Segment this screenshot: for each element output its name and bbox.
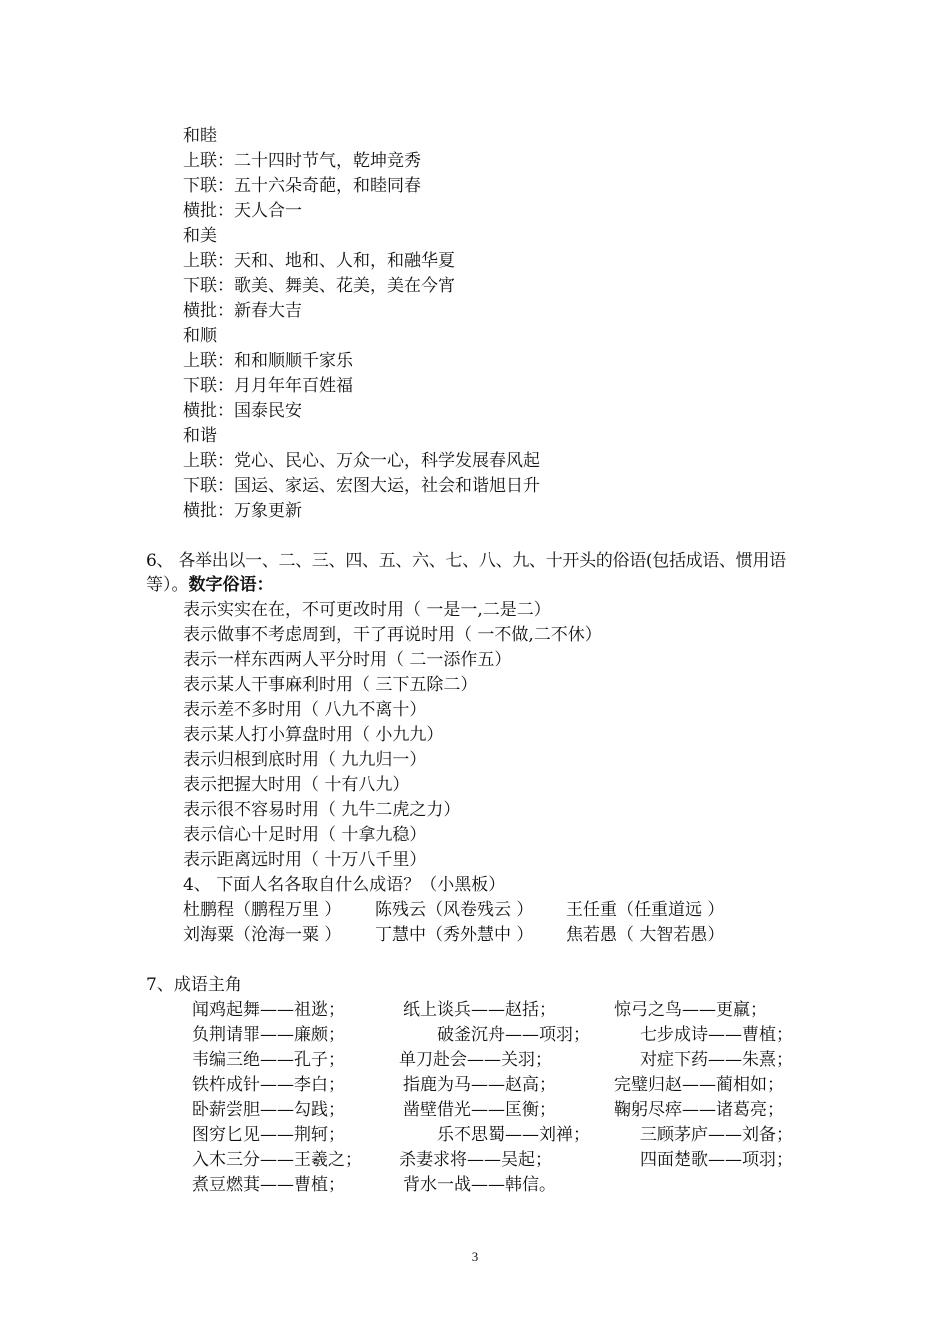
idiom-item: 指鹿为马——赵高； xyxy=(403,1075,556,1095)
idiom-item: 对症下药——朱熹； xyxy=(640,1050,793,1070)
idiom-item: 纸上谈兵——赵括； xyxy=(403,1000,556,1020)
idiom-item: 单刀赴会——关羽； xyxy=(399,1050,552,1070)
idiom-row xyxy=(0,1024,950,1046)
names-row xyxy=(0,924,950,946)
idiom-item: 闻鸡起舞——祖逖； xyxy=(192,1000,345,1020)
idiom-item: 七步成诗——曹植； xyxy=(640,1025,793,1045)
idiom-item: 煮豆燃萁——曹植； xyxy=(192,1175,345,1195)
proverb-item: 表示很不容易时用（ 九牛二虎之力） xyxy=(183,800,461,820)
idiom-item: 负荆请罪——廉颇； xyxy=(192,1025,345,1045)
couplet-title: 和顺 xyxy=(183,326,217,346)
idiom-row xyxy=(0,1149,950,1171)
proverb-item: 表示距离远时用（ 十万八千里） xyxy=(183,850,427,870)
couplet-upper: 上联：天和、地和、人和，和融华夏 xyxy=(183,251,455,271)
question-6-bold-label: 数字俗语： xyxy=(188,575,274,595)
couplet-horizontal: 横批：新春大吉 xyxy=(183,301,302,321)
names-row xyxy=(0,899,950,921)
page-number: 3 xyxy=(471,1249,479,1264)
idiom-item: 卧薪尝胆——勾践； xyxy=(192,1100,345,1120)
couplet-horizontal: 横批：国泰民安 xyxy=(183,401,302,421)
couplet-title: 和谐 xyxy=(183,426,217,446)
name-item: 王任重（任重道远 ） xyxy=(566,900,725,920)
idiom-item: 破釜沉舟——项羽； xyxy=(437,1025,590,1045)
couplet-horizontal: 横批：万象更新 xyxy=(183,501,302,521)
couplet-lower: 下联：国运、家运、宏图大运，社会和谐旭日升 xyxy=(183,476,540,496)
proverb-item: 表示某人干事麻利时用（ 三下五除二） xyxy=(183,675,478,695)
couplet-upper: 上联：党心、民心、万众一心，科学发展春风起 xyxy=(183,451,540,471)
idiom-item: 三顾茅庐——刘备； xyxy=(640,1125,793,1145)
proverb-item: 表示实实在在，不可更改时用（ 一是一,二是二） xyxy=(183,600,551,620)
idiom-item: 完璧归赵——蔺相如； xyxy=(614,1075,784,1095)
idiom-item: 图穷匕见——荆轲； xyxy=(192,1125,345,1145)
couplet-lower: 下联：歌美、舞美、花美，美在今宵 xyxy=(183,276,455,296)
couplet-upper: 上联：和和顺顺千家乐 xyxy=(183,351,353,371)
name-item: 焦若愚（ 大智若愚） xyxy=(566,925,725,945)
proverb-item: 表示信心十足时用（ 十拿九稳） xyxy=(183,825,427,845)
idiom-item: 凿壁借光——匡衡； xyxy=(403,1100,556,1120)
idiom-item: 四面楚歌——项羽； xyxy=(640,1150,793,1170)
proverb-item: 表示一样东西两人平分时用（ 二一添作五） xyxy=(183,650,512,670)
question-6-line2 xyxy=(146,574,274,596)
couplet-title: 和美 xyxy=(183,226,217,246)
idiom-row xyxy=(0,1174,950,1196)
idiom-row xyxy=(0,999,950,1021)
couplet-lower: 下联：月月年年百姓福 xyxy=(183,376,353,396)
name-item: 杜鹏程（鹏程万里 ） xyxy=(183,900,342,920)
idiom-item: 入木三分——王羲之； xyxy=(192,1150,362,1170)
name-item: 丁慧中（秀外慧中 ） xyxy=(375,925,534,945)
idiom-row xyxy=(0,1074,950,1096)
proverb-item: 表示做事不考虑周到，干了再说时用（ 一不做,二不休） xyxy=(183,625,602,645)
idiom-row xyxy=(0,1124,950,1146)
idiom-item: 铁杵成针——李白； xyxy=(192,1075,345,1095)
proverb-item: 表示某人打小算盘时用（ 小九九） xyxy=(183,725,444,745)
name-item: 陈残云（风卷残云 ） xyxy=(375,900,534,920)
idiom-row xyxy=(0,1049,950,1071)
idiom-item: 惊弓之鸟——更羸； xyxy=(614,1000,767,1020)
idiom-item: 乐不思蜀——刘禅； xyxy=(437,1125,590,1145)
idiom-row xyxy=(0,1099,950,1121)
question-6-line1: 6、 各举出以一、二、三、四、五、六、七、八、九、十开头的俗语(包括成语、惯用语 xyxy=(146,551,786,571)
sub-question: 4、 下面人名各取自什么成语？（小黑板） xyxy=(183,875,506,895)
couplet-horizontal: 横批：天人合一 xyxy=(183,201,302,221)
name-item: 刘海粟（沧海一粟 ） xyxy=(183,925,342,945)
question-6-tail: 等）。 xyxy=(146,575,189,595)
couplet-upper: 上联：二十四时节气，乾坤竞秀 xyxy=(183,151,421,171)
idiom-item: 杀妻求将——吴起； xyxy=(399,1150,552,1170)
couplet-title: 和睦 xyxy=(183,126,217,146)
idiom-item: 背水一战——韩信。 xyxy=(403,1175,556,1195)
proverb-item: 表示归根到底时用（ 九九归一） xyxy=(183,750,427,770)
idiom-item: 韦编三绝——孔子； xyxy=(192,1050,345,1070)
question-7-title: 7、成语主角 xyxy=(146,975,242,995)
idiom-item: 鞠躬尽瘁——诸葛亮； xyxy=(614,1100,784,1120)
proverb-item: 表示把握大时用（ 十有八九） xyxy=(183,775,410,795)
couplet-lower: 下联：五十六朵奇葩，和睦同春 xyxy=(183,176,421,196)
proverb-item: 表示差不多时用（ 八九不离十） xyxy=(183,700,427,720)
